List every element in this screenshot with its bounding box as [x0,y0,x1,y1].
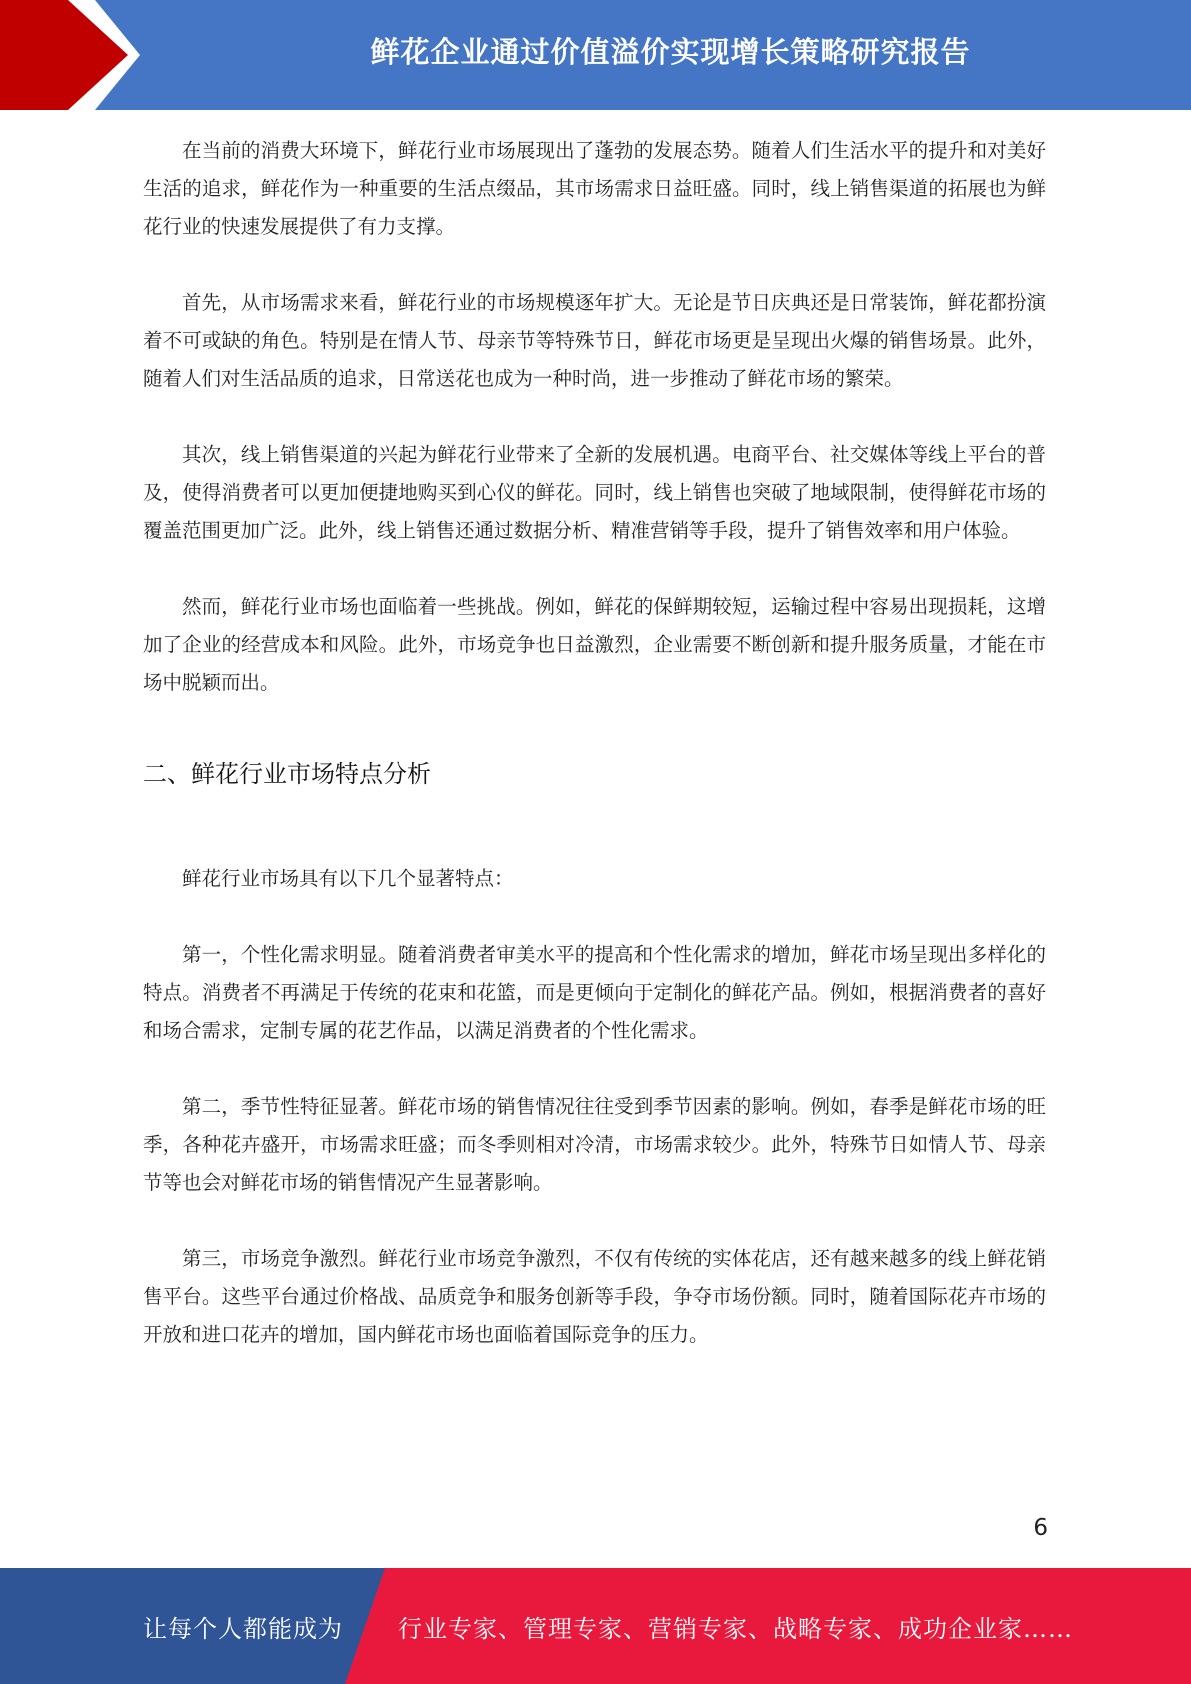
paragraph: 在当前的消费大环境下，鲜花行业市场展现出了蓬勃的发展态势。随着人们生活水平的提升和对美好生活的追求，鲜花作为一种重要的生活点缀品，其市场需求日益旺盛。同时，线上销售渠道的拓展也为鲜花行业的快速发展提供了有力支撑。 [143,139,1046,238]
header-arrow-decoration [0,0,160,110]
section-heading: 二、鲜花行业市场特点分析 [143,760,431,788]
page-number: 6 [1033,1515,1048,1541]
paragraph: 鲜花行业市场具有以下几个显著特点： [182,867,514,890]
paragraph: 第一，个性化需求明显。随着消费者审美水平的提高和个性化需求的增加，鲜花市场呈现出多样化的特点。消费者不再满足于传统的花束和花篮，而是更倾向于定制化的鲜花产品。例如，根据消费者的喜好和场合需求，定制专属的花艺作品，以满足消费者的个性化需求。 [143,943,1046,1042]
paragraph: 然而，鲜花行业市场也面临着一些挑战。例如，鲜花的保鲜期较短，运输过程中容易出现损耗，这增加了企业的经营成本和风险。此外，市场竞争也日益激烈，企业需要不断创新和提升服务质量，才能在市场中脱颖而出。 [143,595,1046,694]
paragraph: 第二，季节性特征显著。鲜花市场的销售情况往往受到季节因素的影响。例如，春季是鲜花市场的旺季，各种花卉盛开，市场需求旺盛；而冬季则相对冷清，市场需求较少。此外，特殊节日如情人节、母亲节等也会对鲜花市场的销售情况产生显著影响。 [143,1095,1046,1194]
page-footer [0,1568,1191,1684]
footer-slogan-right: 行业专家、管理专家、营销专家、战略专家、成功企业家…… [398,1614,1073,1643]
paragraph: 其次，线上销售渠道的兴起为鲜花行业带来了全新的发展机遇。电商平台、社交媒体等线上平台的普及，使得消费者可以更加便捷地购买到心仪的鲜花。同时，线上销售也突破了地域限制，使得鲜花市场的覆盖范围更加广泛。此外，线上销售还通过数据分析、精准营销等手段，提升了销售效率和用户体验。 [143,443,1046,542]
paragraph: 第三，市场竞争激烈。鲜花行业市场竞争激烈，不仅有传统的实体花店，还有越来越多的线上鲜花销售平台。这些平台通过价格战、品质竞争和服务创新等手段，争夺市场份额。同时，随着国际花卉市场的开放和进口花卉的增加，国内鲜花市场也面临着国际竞争的压力。 [143,1247,1046,1346]
footer-slogan-left: 让每个人都能成为 [143,1614,343,1643]
page-content [143,132,1046,1354]
page-header [0,0,1191,110]
paragraph: 首先，从市场需求来看，鲜花行业的市场规模逐年扩大。无论是节日庆典还是日常装饰，鲜花都扮演着不可或缺的角色。特别是在情人节、母亲节等特殊节日，鲜花市场更是呈现出火爆的销售场景。此外，随着人们对生活品质的追求，日常送花也成为一种时尚，进一步推动了鲜花市场的繁荣。 [143,291,1046,390]
document-title: 鲜花企业通过价值溢价实现增长策略研究报告 [370,34,971,69]
